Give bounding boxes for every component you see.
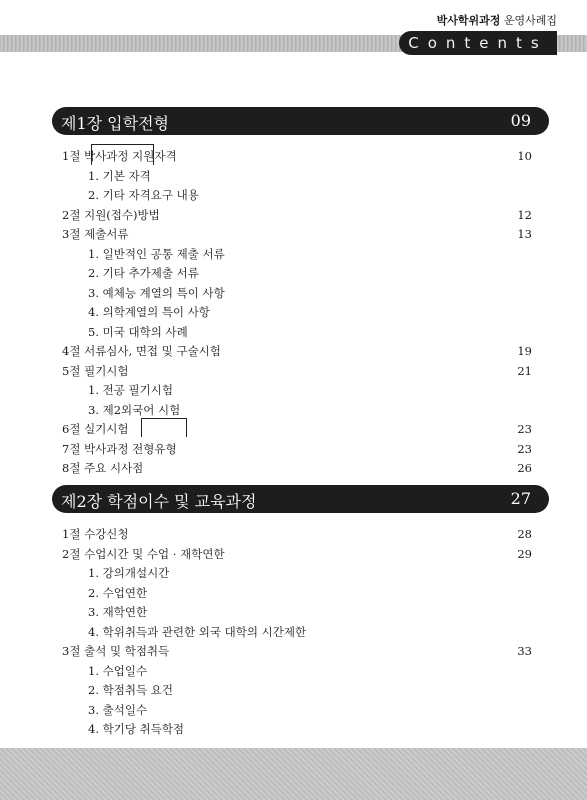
toc-entry-label: 1. 기본 자격 [88,168,151,183]
toc-entry-label: 5절 필기시험 [62,363,129,378]
toc-entry-label: 1. 일반적인 공통 제출 서류 [88,246,225,261]
handwritten-mark [141,418,187,437]
toc-entry-page: 23 [517,422,532,436]
toc-entry-page: 33 [517,644,532,658]
chapter-title: 제1장 입학전형 [61,114,170,133]
chapter-heading[interactable] [52,107,549,135]
toc-subsection[interactable] [88,623,532,641]
page-header [0,0,587,62]
toc-entry-label: 4. 의학계열의 특이 사항 [88,305,210,319]
toc-entry-page: 10 [517,149,532,163]
toc-entry-label: 2절 수업시간 및 수업 · 재학연한 [62,546,225,561]
book-title-bold: 박사학위과정 [436,14,501,27]
chapter-page-number: 27 [510,489,531,508]
toc-entry-label: 7절 박사과정 전형유형 [62,441,177,456]
toc-entry-page: 28 [517,527,532,541]
toc-entry-label: 1절 박사과정 지원자격 [62,149,177,163]
toc-subsection[interactable] [88,381,532,399]
toc-entry-label: 6절 실기시험 [62,422,129,436]
toc-section[interactable] [62,459,532,477]
toc-entry-page: 13 [517,227,532,241]
toc-subsection[interactable] [88,245,532,263]
toc-subsection[interactable] [88,323,532,341]
toc-entry-page: 23 [517,441,532,456]
toc-entry-label: 2. 기타 자격요구 내용 [88,188,199,202]
toc-entry-page: 29 [517,546,532,561]
toc-subsection[interactable] [88,401,532,419]
toc-section[interactable] [62,206,532,224]
toc-entry-label: 4. 학위취득과 관련한 외국 대학의 시간제한 [88,624,307,639]
toc-subsection[interactable] [88,186,532,204]
toc-entry-label: 4절 서류심사, 면접 및 구술시험 [62,344,221,358]
toc-subsection[interactable] [88,662,532,680]
toc-entry-label: 2. 기타 추가제출 서류 [88,266,199,280]
toc-entry-label: 3. 출석일수 [88,702,148,717]
toc-section[interactable] [62,225,532,243]
toc-entry-label: 8절 주요 시사점 [62,461,144,475]
toc-entry-label: 3. 예체능 계열의 특이 사항 [88,285,225,300]
toc-entry-label: 3. 재학연한 [88,605,148,619]
toc-subsection[interactable] [88,303,532,321]
toc-entry-page: 26 [517,461,532,475]
toc-section[interactable] [62,642,532,660]
toc-section[interactable] [62,440,532,458]
toc-subsection[interactable] [88,584,532,602]
toc-subsection[interactable] [88,284,532,302]
toc-entry-label: 3절 제출서류 [62,227,129,241]
toc-entry-label: 2. 학점취득 요건 [88,683,173,697]
book-title-rest: 운영사례집 [503,14,557,27]
toc-subsection[interactable] [88,681,532,699]
toc-section[interactable] [62,420,532,438]
toc-entry-label: 1절 수강신청 [62,527,129,541]
toc-subsection[interactable] [88,701,532,719]
toc-subsection[interactable] [88,720,532,738]
toc-section[interactable] [62,525,532,543]
toc-entry-label: 5. 미국 대학의 사례 [88,324,188,339]
book-title [437,12,557,28]
toc-entry-page: 19 [517,344,532,358]
footer-band [0,748,587,800]
contents-label: Contents [399,31,557,55]
toc-entry-label: 4. 학기당 취득학점 [88,722,185,736]
toc-entry-label: 2절 지원(접수)방법 [62,207,160,222]
toc-subsection[interactable] [88,564,532,582]
toc-subsection[interactable] [88,264,532,282]
toc-entry-label: 1. 수업일수 [88,663,148,678]
chapter-heading[interactable] [52,485,549,513]
toc-section[interactable] [62,342,532,360]
toc-entry-label: 2. 수업연한 [88,585,148,600]
toc-entry-label: 1. 전공 필기시험 [88,383,173,397]
toc-entry-label: 3절 출석 및 학점취득 [62,644,170,658]
toc-entry-label: 3. 제2외국어 시험 [88,402,181,417]
toc-section[interactable] [62,545,532,563]
chapter-title: 제2장 학점이수 및 교육과정 [61,492,257,511]
toc-entry-page: 21 [517,363,532,378]
toc-entry-page: 12 [517,207,532,222]
handwritten-mark [91,144,154,165]
toc-subsection[interactable] [88,167,532,185]
toc-entry-label: 1. 강의개설시간 [88,566,170,580]
toc-section[interactable] [62,362,532,380]
toc-subsection[interactable] [88,603,532,621]
chapter-page-number: 09 [510,111,531,130]
